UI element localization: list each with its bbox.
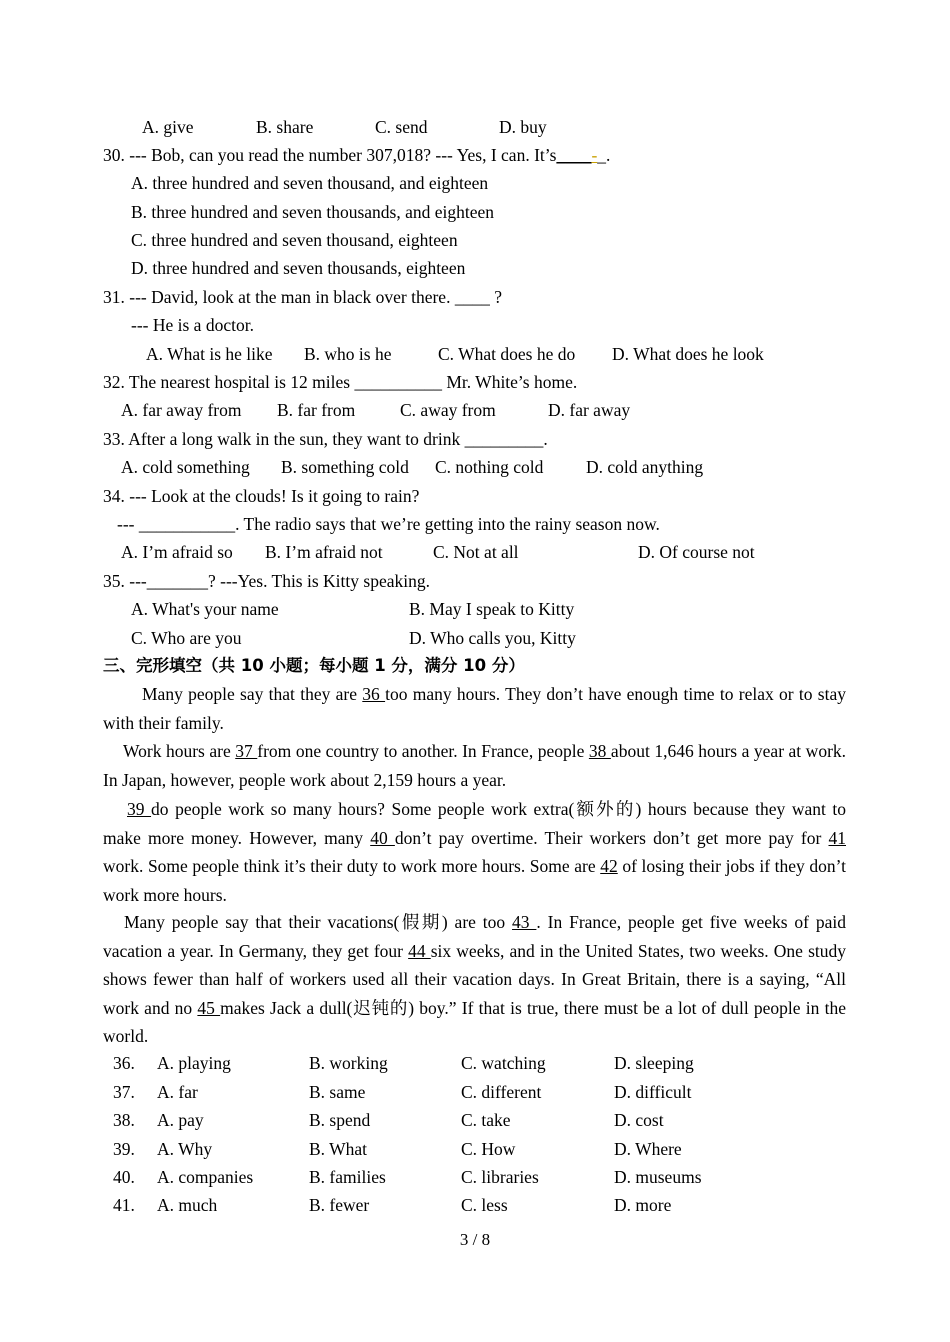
answer-option-d: D. sleeping (614, 1053, 694, 1073)
q30-stem (103, 144, 610, 166)
q35-option-a: A. What's your name (131, 599, 279, 619)
answer-option-c: C. watching (461, 1053, 546, 1073)
q30-option-c: C. three hundred and seven thousand, eighteen (131, 230, 458, 250)
q31-option-c: C. What does he do (438, 344, 576, 364)
answer-option-d: D. Where (614, 1139, 682, 1159)
q29-option-a: A. give (142, 117, 194, 137)
q30-blank-mark: - (591, 145, 598, 165)
blank-38: 38 (588, 741, 611, 761)
answer-option-b: B. spend (309, 1110, 371, 1130)
answer-option-b: B. working (309, 1053, 388, 1073)
answer-option-a: A. playing (157, 1053, 231, 1073)
q31-stem: 31. --- David, look at the man in black over there. ____ ? (103, 287, 502, 307)
answer-number: 40. (113, 1167, 135, 1187)
q33-option-c: C. nothing cold (435, 457, 544, 477)
q34-option-c: C. Not at all (433, 542, 519, 562)
answer-option-c: C. take (461, 1110, 511, 1130)
q30-option-a: A. three hundred and seven thousand, and eighteen (131, 173, 489, 193)
q29-option-b: B. share (256, 117, 314, 137)
answer-option-d: D. museums (614, 1167, 702, 1187)
answer-option-a: A. companies (157, 1167, 254, 1187)
q33-stem: 33. After a long walk in the sun, they want to drink _________. (103, 429, 548, 449)
answer-option-c: C. How (461, 1139, 516, 1159)
passage-paragraph-3: 39 do people work so many hours? Some people work extra(额外的) hours because they want to make more money. However, many 40 don’t pay overtime. Their workers don’t get more pay for 41 work. Some people think it’s their duty to work more hours. Some are 42 of losing their jobs if they don’t work more hours. (103, 799, 847, 905)
q32-stem: 32. The nearest hospital is 12 miles __________ Mr. White’s home. (103, 372, 578, 392)
blank-41: 41 (828, 827, 846, 848)
q31-reply: --- He is a doctor. (131, 315, 254, 335)
q32-option-b: B. far from (277, 400, 356, 420)
q33-option-d: D. cold anything (586, 457, 704, 477)
q31-option-d: D. What does he look (612, 344, 764, 364)
answer-option-c: C. different (461, 1082, 542, 1102)
q29-option-c: C. send (375, 117, 428, 137)
answer-option-d: D. difficult (614, 1082, 692, 1102)
q32-option-c: C. away from (400, 400, 496, 420)
q34-option-a: A. I’m afraid so (121, 542, 233, 562)
passage-paragraph-1: Many people say that they are 36 too many hours. They don’t have enough time to relax or to stay with their family. (103, 684, 846, 733)
section-heading: 三、完形填空（共 10 小题；每小题 1 分，满分 10 分） (103, 656, 525, 675)
answer-number: 36. (113, 1053, 135, 1073)
answer-option-b: B. families (309, 1167, 386, 1187)
q33-option-b: B. something cold (281, 457, 409, 477)
answer-number: 38. (113, 1110, 135, 1130)
answer-option-a: A. pay (157, 1110, 204, 1130)
blank-37: 37 (235, 741, 258, 761)
q30-option-b: B. three hundred and seven thousands, and eighteen (131, 202, 495, 222)
blank-39: 39 (127, 799, 152, 819)
q30-stem-text: 30. --- Bob, can you read the number 307,018? --- Yes, I can. It’s (103, 145, 557, 165)
q31-option-b: B. who is he (304, 344, 392, 364)
blank-45: 45 (197, 997, 221, 1018)
blank-36: 36 (362, 684, 386, 704)
q35-option-b: B. May I speak to Kitty (409, 599, 575, 619)
answer-option-b: B. fewer (309, 1195, 370, 1215)
q32-option-a: A. far away from (121, 400, 242, 420)
q31-option-a: A. What is he like (146, 344, 273, 364)
answer-option-d: D. cost (614, 1110, 664, 1130)
blank-44: 44 (408, 940, 431, 961)
blank-42: 42 (600, 856, 618, 876)
q29-option-d: D. buy (499, 117, 547, 137)
answer-number: 41. (113, 1195, 135, 1215)
answer-option-a: A. much (157, 1195, 218, 1215)
q34-option-b: B. I’m afraid not (265, 542, 383, 562)
q34-stem: 34. --- Look at the clouds! Is it going to rain? (103, 486, 420, 506)
q30-blank: ____ (556, 145, 592, 165)
answer-number: 39. (113, 1139, 135, 1159)
passage-paragraph-2: Work hours are 37 from one country to another. In France, people 38 about 1,646 hours a year at work. In Japan, however, people work about 2,159 hours a year. (103, 741, 847, 790)
q35-option-d: D. Who calls you, Kitty (409, 628, 576, 648)
q34-reply: --- ___________. The radio says that we’re getting into the rainy season now. (117, 514, 660, 534)
q30-stem-tail: _. (597, 145, 611, 165)
blank-43: 43 (512, 912, 537, 932)
q33-option-a: A. cold something (121, 457, 250, 477)
q35-stem: 35. ---_______? ---Yes. This is Kitty speaking. (103, 571, 430, 591)
answer-option-c: C. less (461, 1195, 508, 1215)
q32-option-d: D. far away (548, 400, 631, 420)
answer-option-a: A. Why (157, 1139, 213, 1159)
answer-option-c: C. libraries (461, 1167, 539, 1187)
answer-number: 37. (113, 1082, 135, 1102)
page-number: 3 / 8 (459, 1230, 491, 1249)
passage-paragraph-4: Many people say that their vacations(假期) are too 43 . In France, people get five weeks of paid vacation a year. In Germany, they get four 44 six weeks, and in the United States, two weeks. One study shows fewer than half of workers used all their vacation days. In Great Britain, there is a saying, “All work and no 45 makes Jack a dull(迟钝的) boy.” If that is true, there must be a lot of dull people in the world. (103, 912, 846, 1046)
answer-option-d: D. more (614, 1195, 672, 1215)
q35-option-c: C. Who are you (131, 628, 242, 648)
q34-option-d: D. Of course not (638, 542, 755, 562)
answer-option-a: A. far (157, 1082, 198, 1102)
blank-40: 40 (370, 827, 395, 848)
q30-option-d: D. three hundred and seven thousands, eighteen (131, 258, 466, 278)
answer-option-b: B. What (309, 1139, 368, 1159)
answer-option-b: B. same (309, 1082, 366, 1102)
